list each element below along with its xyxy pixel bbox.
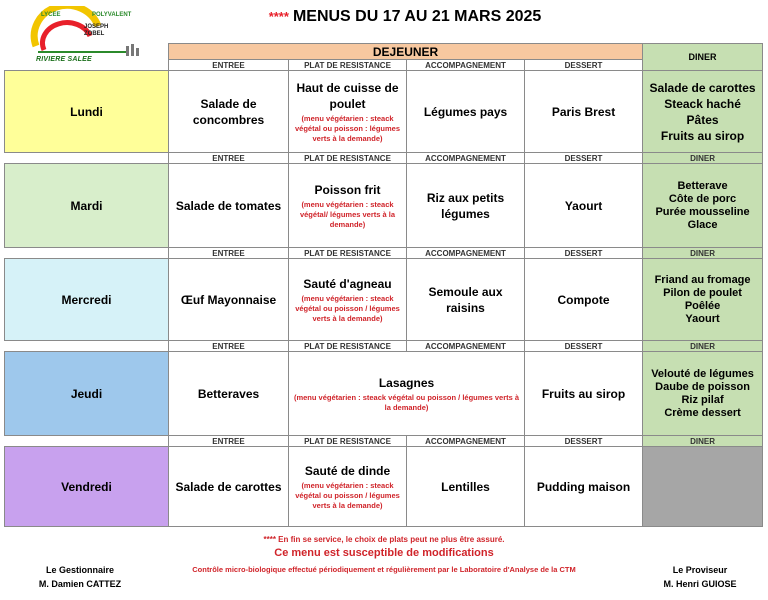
plat-cell: [289, 71, 407, 153]
title-text: MENUS DU 17 AU 21 MARS 2025: [292, 8, 542, 25]
dessert-cell: Fruits au sirop: [525, 352, 643, 436]
plat-main: Sauté d'agneau: [303, 276, 392, 291]
modification-note: Ce menu est susceptible de modifications: [274, 547, 494, 559]
accompagnement-cell: Riz aux petits légumes: [407, 164, 525, 248]
day-row: [5, 447, 763, 527]
gestionnaire-signature: [20, 563, 140, 591]
day-name: Vendredi: [5, 447, 169, 527]
diner-item: Friand au fromage: [654, 273, 751, 286]
plat-header: PLAT DE RESISTANCE: [289, 248, 407, 259]
plat-main: Haut de cuisse de poulet: [296, 80, 399, 111]
diner-header: DINER: [643, 341, 763, 352]
gestionnaire-title: Le Gestionnaire: [45, 565, 115, 575]
spacer: [5, 248, 169, 259]
plat-cell: [289, 352, 525, 436]
diner-cell: [643, 352, 763, 436]
page-title: [170, 8, 640, 30]
day-name: Lundi: [5, 71, 169, 153]
accompagnement-cell: Légumes pays: [407, 71, 525, 153]
diner-item: Velouté de légumes: [651, 367, 754, 380]
plat-header: PLAT DE RESISTANCE: [289, 436, 407, 447]
entree-header: ENTREE: [169, 153, 289, 164]
service-note: **** En fin se service, le choix de plats peut ne plus être assuré.: [263, 535, 505, 544]
diner-cell: [643, 164, 763, 248]
diner-item: Fruits au sirop: [660, 128, 745, 143]
dessert-cell: Yaourt: [525, 164, 643, 248]
day-name: Mercredi: [5, 259, 169, 341]
veg-note: (menu végétarien : steack végétal ou poisson / légumes verts à la demande): [295, 480, 400, 510]
diner-item: Yaourt: [685, 312, 720, 325]
logo-brand-line2: ZOBEL: [84, 31, 105, 37]
spacer: [5, 153, 169, 164]
dessert-cell: Pudding maison: [525, 447, 643, 527]
diner-item: Poêlée: [684, 299, 721, 312]
dessert-header: DESSERT: [525, 248, 643, 259]
accompagnement-header: ACCOMPAGNEMENT: [407, 341, 525, 352]
veg-note: (menu végétarien : steack végétal ou poisson / légumes verts à la demande): [295, 293, 400, 323]
diner-header: DINER: [643, 436, 763, 447]
diner-item: Glace: [687, 218, 718, 231]
diner-item: Crème dessert: [664, 406, 741, 419]
dessert-header: DESSERT: [525, 153, 643, 164]
diner-item: Daube de poisson: [655, 380, 750, 393]
diner-cell: [643, 259, 763, 341]
logo-brand: [84, 24, 108, 38]
logo-arc-left: LYCEE: [41, 12, 61, 18]
day-name: Jeudi: [5, 352, 169, 436]
menu-table: [4, 43, 763, 527]
accompagnement-cell: Semoule aux raisins: [407, 259, 525, 341]
plat-cell: [289, 447, 407, 527]
entree-cell: Salade de carottes: [169, 447, 289, 527]
diner-header: DINER: [643, 153, 763, 164]
day-row: [5, 352, 763, 436]
menu-grid: [4, 43, 762, 533]
diner-cell: [643, 71, 763, 153]
dessert-header: DESSERT: [525, 436, 643, 447]
day-row: [5, 259, 763, 341]
proviseur-name: M. Henri GUIOSE: [663, 579, 737, 589]
accompagnement-header: ACCOMPAGNEMENT: [407, 436, 525, 447]
dejeuner-header: DEJEUNER: [169, 44, 643, 60]
plat-header: PLAT DE RESISTANCE: [289, 341, 407, 352]
day-row: [5, 71, 763, 153]
dessert-cell: Compote: [525, 259, 643, 341]
spacer: [5, 436, 169, 447]
diner-item: Riz pilaf: [681, 393, 724, 406]
diner-item: Pilon de poulet: [663, 286, 742, 299]
accompagnement-header: ACCOMPAGNEMENT: [407, 248, 525, 259]
veg-note: (menu végétarien : steack végétal ou poisson : légumes verts à la demande): [294, 113, 401, 143]
title-stars: ****: [268, 9, 289, 24]
dessert-header: DESSERT: [525, 341, 643, 352]
diner-cell-empty: [643, 447, 763, 527]
entree-cell: Betteraves: [169, 352, 289, 436]
diner-item: Steack haché: [664, 96, 741, 111]
gestionnaire-name: M. Damien CATTEZ: [38, 579, 122, 589]
veg-note: (menu végétarien : steack végétal ou poisson / légumes verts à la demande): [293, 392, 520, 412]
entree-header: ENTREE: [169, 248, 289, 259]
entree-cell: Salade de concombres: [169, 71, 289, 153]
accompagnement-header: ACCOMPAGNEMENT: [407, 60, 525, 71]
diner-item: Salade de carottes: [649, 80, 756, 95]
dessert-header: DESSERT: [525, 60, 643, 71]
entree-header: ENTREE: [169, 341, 289, 352]
plat-header: PLAT DE RESISTANCE: [289, 153, 407, 164]
entree-header: ENTREE: [169, 436, 289, 447]
entree-cell: Œuf Mayonnaise: [169, 259, 289, 341]
logo-arc-right: POLYVALENT: [92, 12, 132, 18]
plat-cell: [289, 259, 407, 341]
plat-cell: [289, 164, 407, 248]
proviseur-signature: [640, 563, 760, 591]
corner-blank: [5, 44, 169, 71]
diner-item: Betterave: [677, 179, 728, 192]
dessert-cell: Paris Brest: [525, 71, 643, 153]
entree-cell: Salade de tomates: [169, 164, 289, 248]
controle-note: Contrôle micro-biologique effectué périodiquement et régulièrement par le Laboratoire d'Analyse de la CTM: [192, 565, 576, 574]
diner-item: Pâtes: [686, 112, 719, 127]
diner-item: Côte de porc: [668, 192, 737, 205]
logo-brand-line1: JOSEPH: [84, 24, 109, 30]
plat-header: PLAT DE RESISTANCE: [289, 60, 407, 71]
diner-header: DINER: [643, 44, 763, 71]
day-row: [5, 164, 763, 248]
logo-town: RIVIERE SALEE: [36, 56, 92, 63]
diner-header: DINER: [643, 248, 763, 259]
proviseur-title: Le Proviseur: [672, 565, 728, 575]
diner-item: Purée mousseline: [655, 205, 750, 218]
plat-main: Sauté de dinde: [304, 463, 391, 478]
veg-note: (menu végétarien : steack végétal/ légumes verts à la demande): [299, 199, 396, 229]
accompagnement-cell: Lentilles: [407, 447, 525, 527]
accompagnement-header: ACCOMPAGNEMENT: [407, 153, 525, 164]
spacer: [5, 341, 169, 352]
plat-main: Lasagnes: [378, 375, 435, 390]
day-name: Mardi: [5, 164, 169, 248]
entree-header: ENTREE: [169, 60, 289, 71]
plat-main: Poisson frit: [314, 182, 381, 197]
